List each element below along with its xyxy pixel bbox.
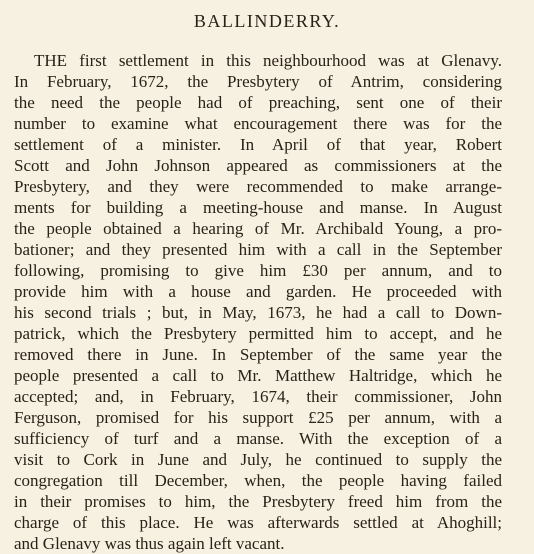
text-line: patrick, which the Presbytery permitted him to accept, and he — [14, 324, 502, 343]
text-line: sufficiency of turf and a manse. With the exception of a — [14, 429, 502, 448]
text-line: people presented a call to Mr. Matthew Haltridge, which he — [14, 366, 502, 385]
text-line: the people obtained a hearing of Mr. Archibald Young, a pro- — [14, 219, 502, 238]
text-line: THE first settlement in this neighbourhood was at Glenavy. — [34, 51, 502, 70]
text-line: removed there in June. In September of the same year the — [14, 345, 502, 364]
text-line: bationer; and they presented him with a call in the September — [14, 240, 502, 259]
text-line: ments for building a meeting-house and manse. In August — [14, 198, 502, 217]
text-line: In February, 1672, the Presbytery of Antrim, considering — [14, 72, 502, 91]
text-line: following, promising to give him £30 per annum, and to — [14, 261, 502, 280]
text-line: his second trials ; but, in May, 1673, he had a call to Down- — [14, 303, 502, 322]
text-line: number to examine what encouragement there was for the — [14, 114, 502, 133]
text-line: provide him with a house and garden. He proceeded with — [14, 282, 502, 301]
paragraph — [14, 50, 502, 554]
text-line: Presbytery, and they were recommended to make arrange- — [14, 177, 502, 196]
section-heading: BALLINDERRY. — [193, 11, 341, 31]
text-line: and Glenavy was thus again left vacant. — [14, 534, 285, 553]
text-line: visit to Cork in June and July, he continued to supply the — [14, 450, 502, 469]
text-line: congregation till December, when, the people having failed — [14, 471, 502, 490]
text-line: Scott and John Johnson appeared as commissioners at the — [14, 156, 502, 175]
text-line: accepted; and, in February, 1674, their commissioner, John — [14, 387, 502, 406]
text-line: in their promises to him, the Presbytery freed him from the — [14, 492, 502, 511]
text-line: the need the people had of preaching, sent one of their — [14, 93, 502, 112]
text-line: charge of this place. He was afterwards settled at Ahoghill; — [14, 513, 502, 532]
text-line: Ferguson, promised for his support £25 per annum, with a — [14, 408, 502, 427]
text-line: settlement of a minister. In April of that year, Robert — [14, 135, 502, 154]
